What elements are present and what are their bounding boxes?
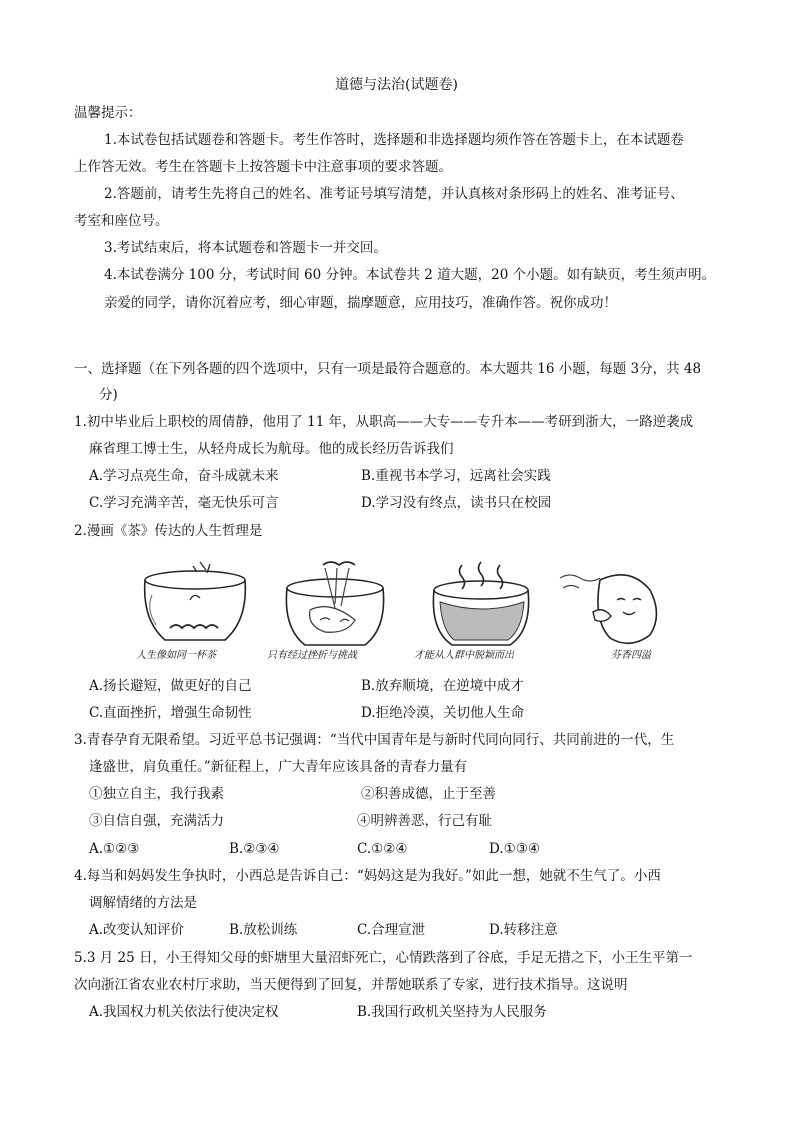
comic-panel-2 [265, 560, 405, 670]
comic-caption-2: 只有经过挫折与挑战 [267, 650, 357, 661]
q3-item-4: ④明辨善恶，行己有耻 [357, 813, 492, 829]
question-3-stem: 3.青春孕育无限希望。习近平总书记强调：“当代中国青年是与新时代同向同行、共同前进的一代，生 [74, 732, 675, 748]
comic-caption-4: 芬香四溢 [611, 650, 651, 661]
q3-option-b: B.②③④ [229, 841, 280, 857]
comic-panel-1 [130, 560, 260, 670]
q3-item-2: ②积善成德，止于至善 [361, 786, 496, 802]
question-3-stem-cont: 逢盛世，肩负重任。”新征程上，广大青年应该具备的青春力量有 [89, 759, 468, 775]
q3-option-c: C.①②④ [357, 841, 408, 857]
q2-option-a: A.扬长避短，做更好的自己 [89, 678, 252, 694]
notice-line: 4.本试卷满分 100 分，考试时间 60 分钟。本试卷共 2 道大题，20 个小题。如有缺页，考生须声明。 [104, 267, 716, 283]
notice-line: 2.答题前，请考生先将自己的姓名、准考证号填写清楚，并认真核对条形码上的姓名、准考证号、 [104, 186, 684, 202]
q2-option-d: D.拒绝冷漠，关切他人生命 [361, 705, 525, 721]
q1-option-b: B.重视书本学习，远离社会实践 [361, 468, 551, 484]
comic-caption-3: 才能从人群中脱颖而出 [414, 650, 514, 661]
question-1-stem-cont: 麻省理工博士生，从轻舟成长为航母。他的成长经历告诉我们 [89, 441, 454, 457]
q4-option-c: C.合理宣泄 [357, 922, 426, 938]
notice-line: 1.本试卷包括试题卷和答题卡。考生作答时，选择题和非选择题均须作答在答题卡上，在本试题卷 [104, 132, 684, 148]
section-heading: 一、选择题（在下列各题的四个选项中，只有一项是最符合题意的。本大题共 16 小题，每题 3分，共 48 [74, 361, 702, 377]
comic-panel-4 [555, 560, 670, 670]
q3-item-3: ③自信自强，充满活力 [89, 813, 224, 829]
question-4-stem-cont: 调解情绪的方法是 [89, 895, 197, 911]
q2-option-b: B.放弃顺境，在逆境中成才 [361, 678, 524, 694]
question-2-stem: 2.漫画《茶》传达的人生哲理是 [74, 523, 263, 539]
q1-option-a: A.学习点亮生命，奋斗成就未来 [89, 468, 279, 484]
question-5-stem-cont: 次向浙江省农业农村厅求助，当天便得到了回复，并帮她联系了专家，进行技术指导。这说明 [74, 977, 628, 993]
q4-option-a: A.改变认知评价 [89, 922, 185, 938]
q3-option-d: D.①③④ [489, 841, 540, 857]
comic-panel-3 [410, 560, 550, 670]
question-4-stem: 4.每当和妈妈发生争执时，小西总是告诉自己：“妈妈这是为我好。”如此一想，她就不生气了。小西 [74, 868, 661, 884]
question-1-stem: 1.初中毕业后上职校的周倩静，他用了 11 年，从职高——大专——专升本——考研到浙大，一路逆袭成 [74, 414, 694, 430]
q1-option-c: C.学习充满辛苦，毫无快乐可言 [89, 495, 279, 511]
question-5-stem: 5.3 月 25 日，小王得知父母的虾塘里大量沼虾死亡，心情跌落到了谷底，手足无措之下，小王生平第一 [74, 950, 693, 966]
section-heading-cont: 分) [99, 387, 118, 403]
q3-option-a: A.①②③ [89, 841, 140, 857]
comic-caption-1: 人生像如同一杯茶 [136, 650, 216, 661]
q5-option-b: B.我国行政机关坚持为人民服务 [357, 1004, 547, 1020]
q1-option-d: D.学习没有终点，读书只在校园 [361, 495, 552, 511]
q5-option-a: A.我国权力机关依法行使决定权 [89, 1004, 279, 1020]
notice-line: 亲爱的同学，请你沉着应考，细心审题，揣摩题意，应用技巧，准确作答。祝你成功！ [104, 295, 617, 311]
notice-line: 3.考试结束后，将本试题卷和答题卡一并交回。 [104, 240, 387, 256]
notice-heading: 温馨提示： [74, 105, 142, 121]
notice-line: 上作答无效。考生在答题卡上按答题卡中注意事项的要求答题。 [74, 159, 452, 175]
q2-option-c: C.直面挫折，增强生命韧性 [89, 705, 252, 721]
page-title: 道德与法治(试题卷) [335, 77, 458, 93]
q4-option-b: B.放松训练 [229, 922, 298, 938]
q3-item-1: ①独立自主，我行我素 [89, 786, 224, 802]
notice-line: 考室和座位号。 [74, 213, 169, 229]
q4-option-d: D.转移注意 [489, 922, 558, 938]
